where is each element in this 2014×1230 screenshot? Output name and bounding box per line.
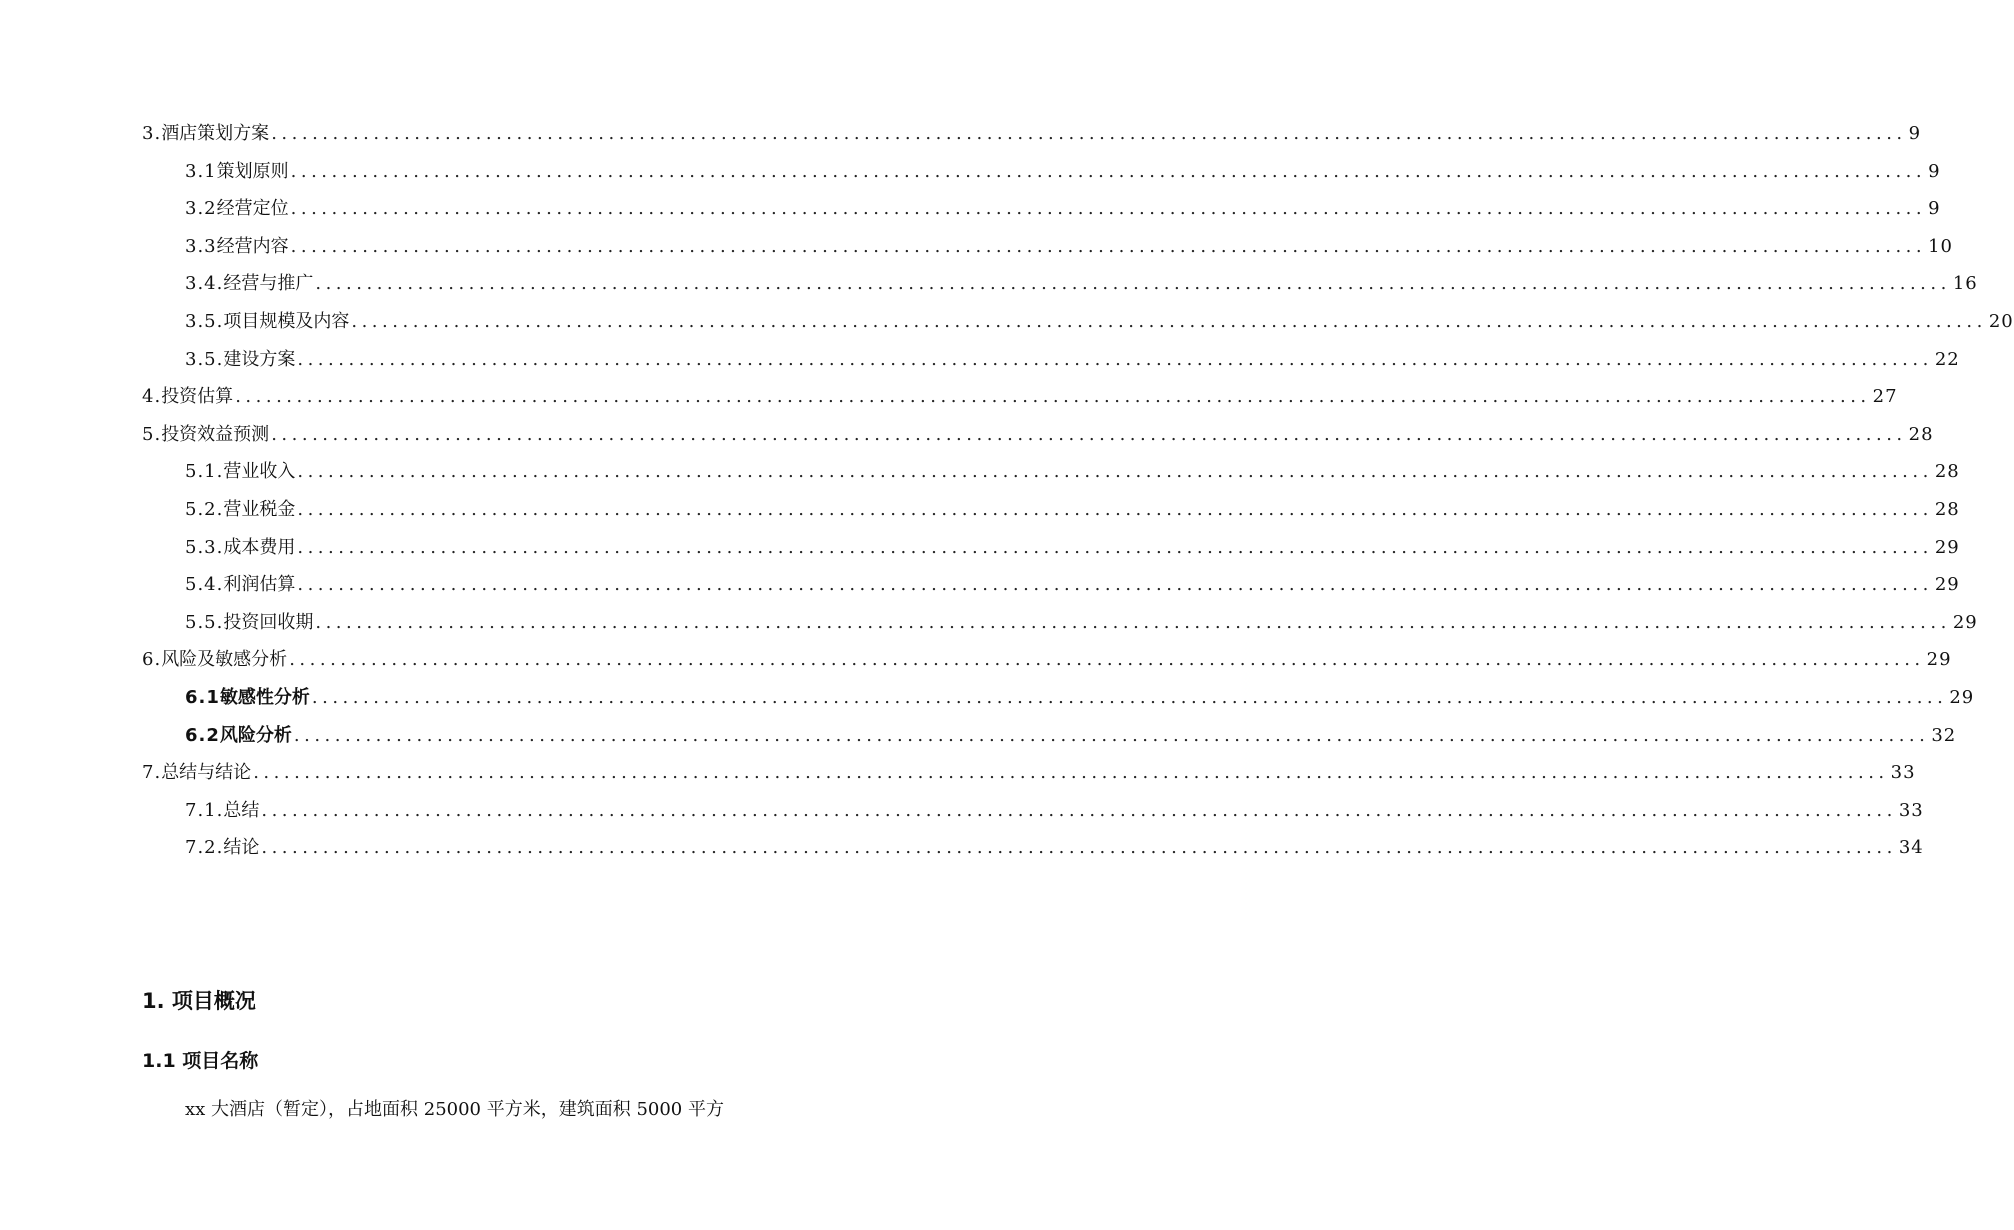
toc-entry[interactable] — [185, 182, 1941, 220]
toc-entry-page: 29 — [1934, 574, 1960, 596]
toc-entry-page: 9 — [1908, 123, 1922, 144]
toc-entry-number: 7.1. — [185, 799, 224, 821]
toc-entry-title: 营业收入 — [223, 461, 296, 483]
toc-entry-title: 风险分析 — [219, 724, 292, 746]
toc-leader-dots: ................................................................................................................................................................ — [351, 311, 1987, 332]
toc-entry-number: 5.3. — [185, 536, 224, 558]
toc-entry-number: 4. — [142, 386, 162, 408]
toc-entry-title: 总结与结论 — [161, 762, 252, 784]
toc-entry-page: 22 — [1934, 348, 1960, 370]
toc-entry-number: 3. — [142, 123, 162, 144]
toc-entry-title: 经营与推广 — [223, 273, 314, 295]
subsection-heading: 1.1 项目名称 — [142, 1050, 259, 1072]
toc-leader-dots: ................................................................................................................................................................ — [297, 499, 1933, 520]
toc-leader-dots: ................................................................................................................................................................ — [315, 611, 1951, 633]
toc-leader-dots: ................................................................................................................................................................ — [271, 123, 1907, 144]
toc-leader-dots: ................................................................................................................................................................ — [315, 273, 1951, 295]
toc-leader-dots: ................................................................................................................................................................ — [271, 423, 1907, 445]
toc-entry[interactable] — [185, 333, 1960, 371]
toc-entry-number: 3.1 — [185, 160, 217, 182]
toc-entry-page: 29 — [1926, 649, 1952, 671]
toc-entry[interactable] — [185, 558, 1960, 596]
toc-entry-page: 16 — [1952, 273, 1978, 295]
toc-entry-title: 投资效益预测 — [161, 423, 270, 445]
toc-entry-title: 项目规模及内容 — [223, 311, 350, 332]
toc-entry-page: 34 — [1898, 837, 1924, 859]
toc-entry-title: 结论 — [223, 837, 260, 859]
toc-leader-dots: ................................................................................................................................................................ — [261, 799, 1897, 821]
toc-leader-dots: ................................................................................................................................................................ — [297, 574, 1933, 596]
toc-entry[interactable] — [142, 408, 1934, 446]
toc-entry-page: 28 — [1934, 499, 1960, 520]
toc-entry-page: 9 — [1928, 160, 1941, 182]
toc-entry-title: 成本费用 — [223, 536, 296, 558]
toc-leader-dots: ................................................................................................................................................................ — [297, 536, 1933, 558]
toc-entry[interactable] — [185, 671, 1975, 709]
toc-entry-title: 敏感性分析 — [219, 687, 310, 708]
toc-entry[interactable] — [185, 445, 1960, 483]
toc-leader-dots: ................................................................................................................................................................ — [297, 348, 1933, 370]
toc-leader-dots: ................................................................................................................................................................ — [290, 160, 1927, 182]
toc-leader-dots: ................................................................................................................................................................ — [235, 386, 1871, 408]
toc-entry[interactable] — [142, 633, 1952, 671]
toc-entry-page: 29 — [1952, 611, 1978, 633]
toc-entry-number: 7. — [142, 762, 162, 784]
section-heading: 1. 项目概况 — [142, 989, 256, 1013]
toc-entry-number: 6. — [142, 649, 162, 671]
toc-entry-page: 27 — [1872, 386, 1898, 408]
toc-entry-page: 29 — [1934, 536, 1960, 558]
toc-entry[interactable] — [142, 107, 1922, 145]
toc-entry-title: 投资回收期 — [223, 611, 314, 633]
toc-entry-number: 7.2. — [185, 837, 224, 859]
toc-leader-dots: ................................................................................................................................................................ — [290, 235, 1927, 257]
toc-entry[interactable] — [185, 483, 1960, 521]
toc-entry-number: 5.2. — [185, 499, 224, 520]
toc-entry-number: 6.1 — [185, 687, 220, 708]
toc-entry-page: 9 — [1928, 198, 1941, 220]
toc-entry-number: 3.5. — [185, 311, 224, 332]
body-paragraph: xx 大酒店（暂定），占地面积 25000 平方米，建筑面积 5000 平方 — [185, 1099, 724, 1120]
toc-entry-page: 29 — [1949, 687, 1975, 708]
toc-entry-title: 投资估算 — [161, 386, 234, 408]
toc-entry[interactable] — [142, 746, 1916, 784]
toc-entry-number: 3.5. — [185, 348, 224, 370]
toc-entry-title: 酒店策划方案 — [161, 123, 270, 144]
toc-entry[interactable] — [185, 821, 1924, 859]
toc-entry-page: 33 — [1898, 799, 1924, 821]
toc-entry-title: 经营内容 — [216, 235, 289, 257]
toc-leader-dots: ................................................................................................................................................................ — [293, 724, 1930, 746]
toc-leader-dots: ................................................................................................................................................................ — [261, 837, 1897, 859]
toc-entry[interactable] — [185, 145, 1941, 183]
toc-entry-title: 策划原则 — [216, 160, 289, 182]
toc-leader-dots: ................................................................................................................................................................ — [253, 762, 1889, 784]
toc-entry[interactable] — [185, 295, 2014, 333]
toc-entry-page: 10 — [1928, 235, 1954, 257]
toc-entry[interactable] — [185, 521, 1960, 559]
toc-entry[interactable] — [185, 596, 1978, 634]
toc-entry-number: 3.3 — [185, 235, 217, 257]
toc-entry-number: 5.4. — [185, 574, 224, 596]
toc-entry-number: 5. — [142, 423, 162, 445]
toc-entry-page: 28 — [1934, 461, 1960, 483]
toc-leader-dots: ................................................................................................................................................................ — [311, 687, 1948, 708]
toc-entry[interactable] — [142, 370, 1898, 408]
toc-entry-number: 5.5. — [185, 611, 224, 633]
toc-entry[interactable] — [185, 709, 1957, 747]
toc-entry-number: 5.1. — [185, 461, 224, 483]
toc-leader-dots: ................................................................................................................................................................ — [289, 649, 1925, 671]
toc-entry-page: 20 — [1988, 311, 2014, 332]
toc-entry-number: 3.4. — [185, 273, 224, 295]
toc-leader-dots: ................................................................................................................................................................ — [290, 198, 1927, 220]
toc-entry-title: 风险及敏感分析 — [161, 649, 288, 671]
toc-entry-title: 营业税金 — [223, 499, 296, 520]
toc-entry-title: 总结 — [223, 799, 260, 821]
toc-entry-title: 建设方案 — [223, 348, 296, 370]
toc-entry-page: 28 — [1908, 423, 1934, 445]
toc-entry-page: 32 — [1931, 724, 1957, 746]
toc-entry-title: 经营定位 — [216, 198, 289, 220]
toc-entry[interactable] — [185, 220, 1954, 258]
toc-leader-dots: ................................................................................................................................................................ — [297, 461, 1933, 483]
toc-entry-page: 33 — [1890, 762, 1916, 784]
toc-entry[interactable] — [185, 784, 1924, 822]
toc-entry-number: 6.2 — [185, 724, 220, 746]
toc-entry-number: 3.2 — [185, 198, 217, 220]
toc-entry[interactable] — [185, 257, 1978, 295]
toc-entry-title: 利润估算 — [223, 574, 296, 596]
